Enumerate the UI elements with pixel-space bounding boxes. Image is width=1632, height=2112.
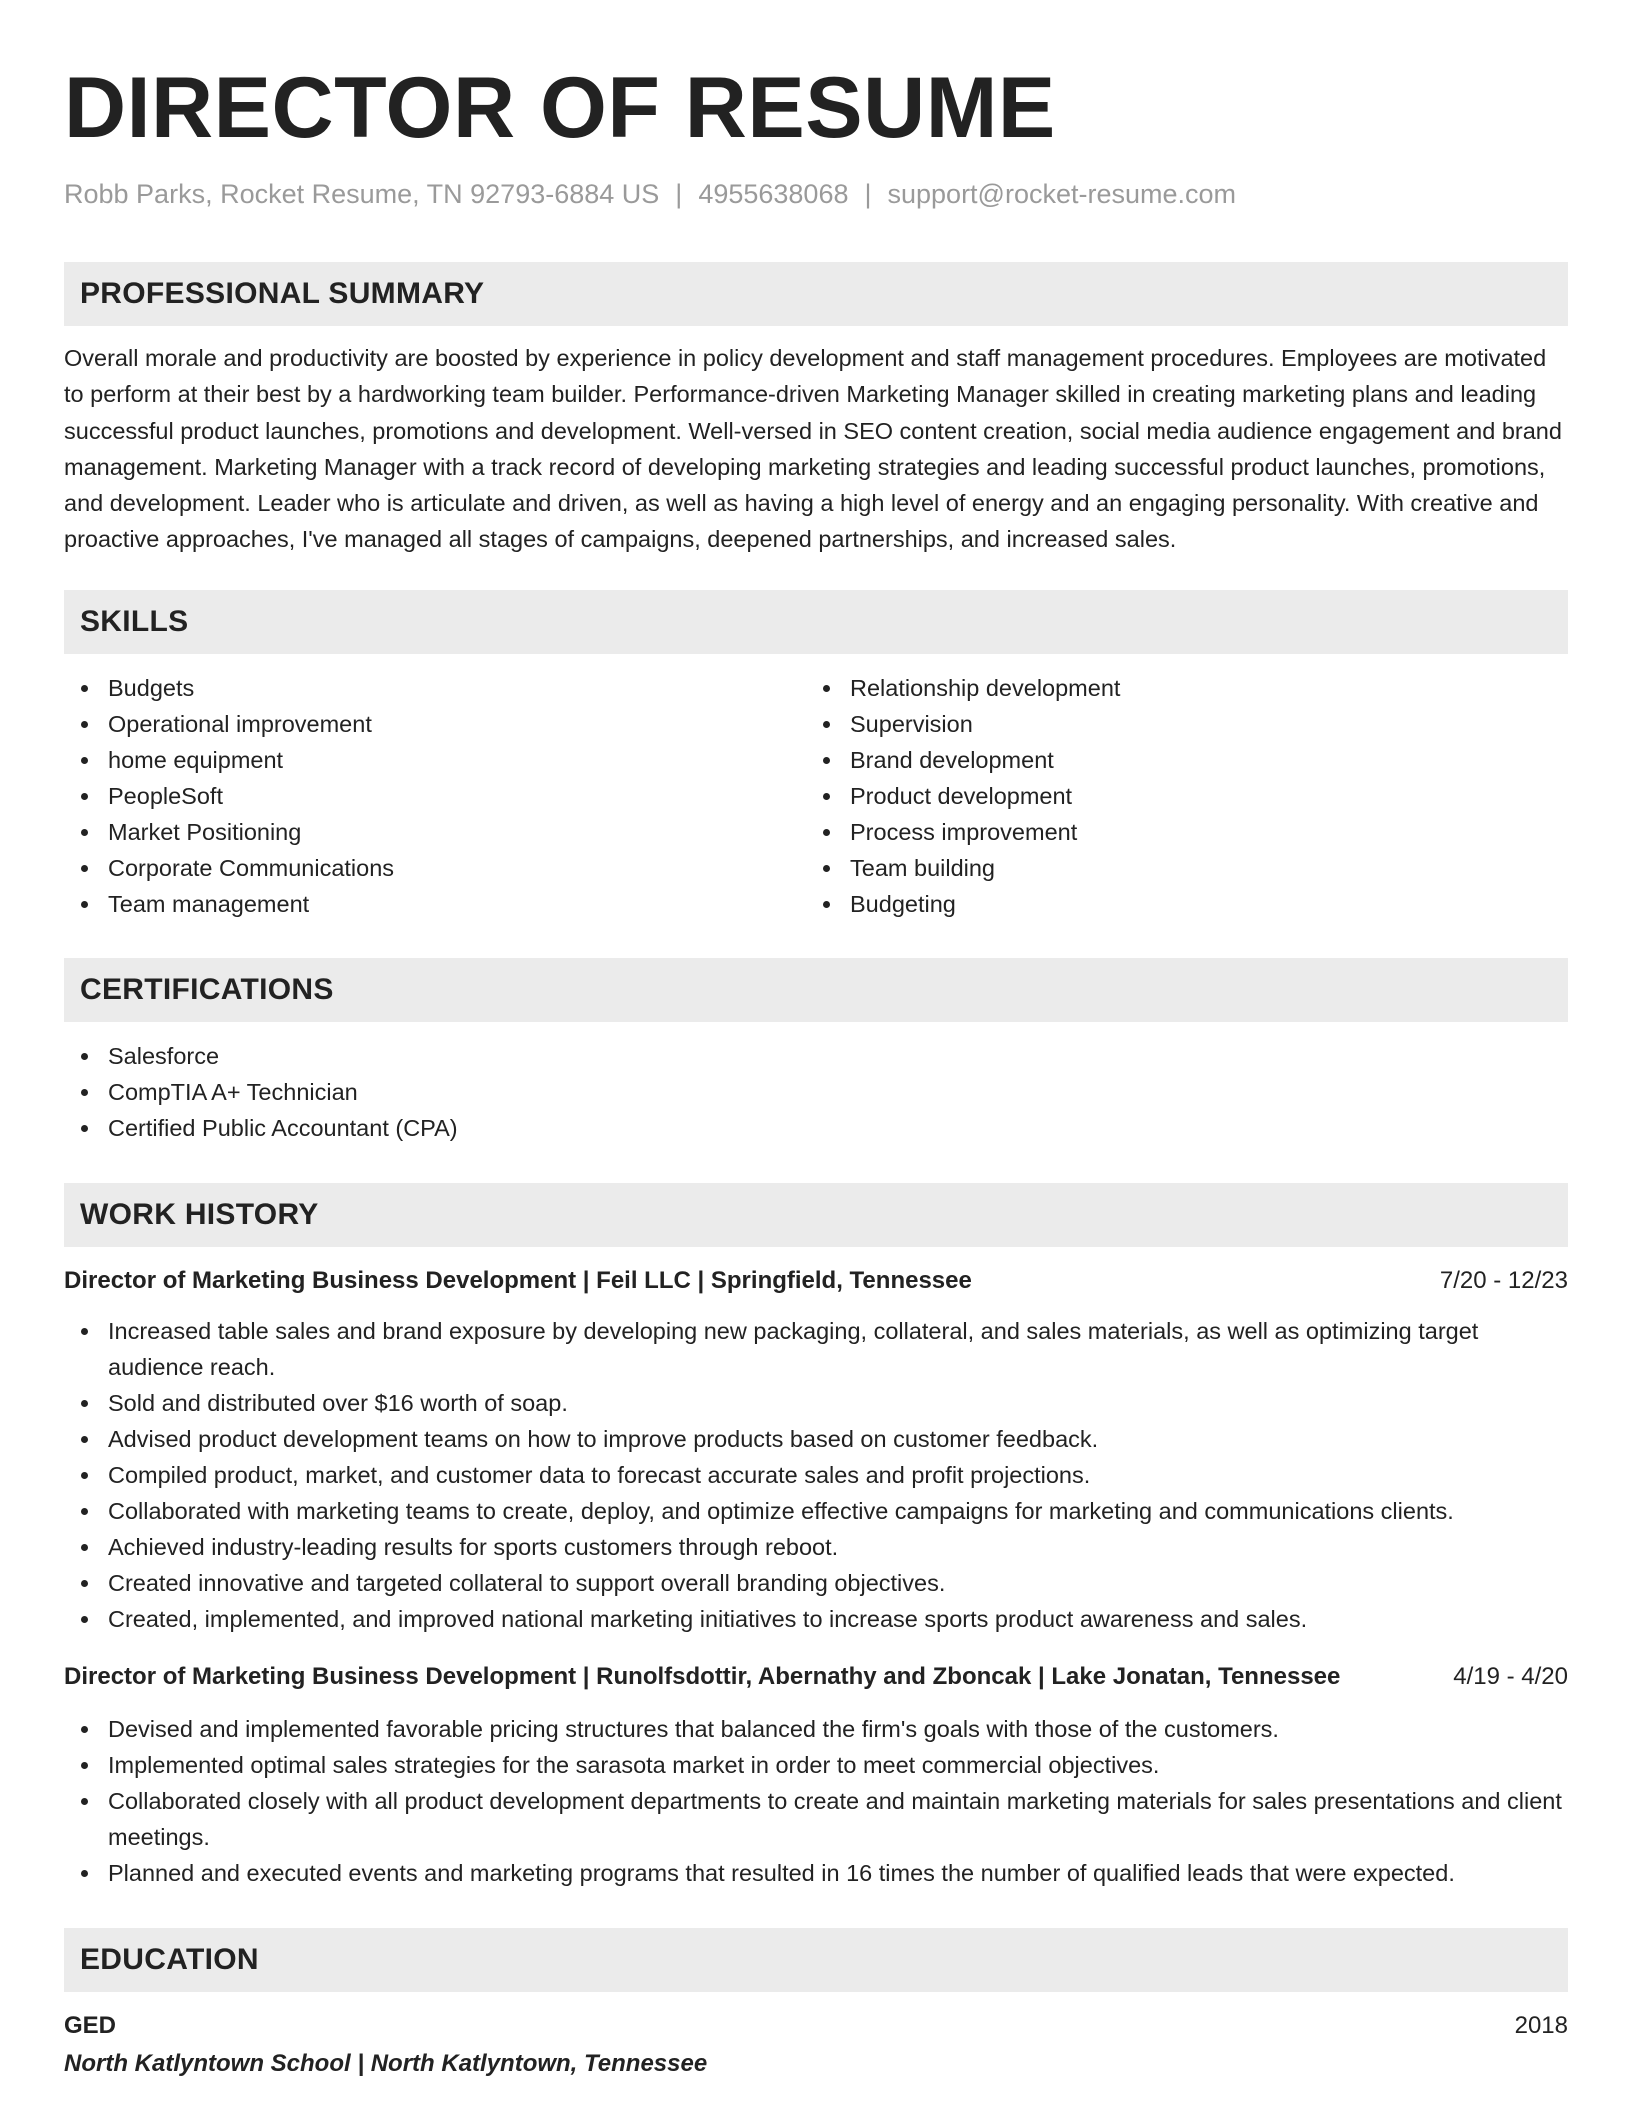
contact-address: Robb Parks, Rocket Resume, TN 92793-6884 US — [64, 179, 660, 209]
job-duties-list — [64, 1313, 1568, 1637]
job-duty: Devised and implemented favorable pricing structures that balanced the firm's goals with those of the customers. — [64, 1711, 1568, 1747]
job-title-row — [64, 1659, 1568, 1695]
job-title-row — [64, 1263, 1568, 1299]
job-dates: 7/20 - 12/23 — [1439, 1266, 1568, 1294]
skill-item: Relationship development — [806, 670, 1548, 706]
skill-item: Product development — [806, 778, 1548, 814]
skill-item: Operational improvement — [64, 706, 806, 742]
job-duties-list — [64, 1711, 1568, 1891]
skill-item: Budgeting — [806, 886, 1548, 922]
section-heading-skills: SKILLS — [64, 590, 1568, 654]
skill-item: PeopleSoft — [64, 778, 806, 814]
education-row — [64, 2008, 1568, 2044]
contact-separator: | — [675, 179, 683, 209]
contact-email[interactable]: support@rocket-resume.com — [887, 179, 1237, 209]
skill-item: home equipment — [64, 742, 806, 778]
contact-separator: | — [864, 179, 872, 209]
job-duty: Created innovative and targeted collateral to support overall branding objectives. — [64, 1565, 1568, 1601]
skill-item: Budgets — [64, 670, 806, 706]
section-heading-education: EDUCATION — [64, 1928, 1568, 1992]
job-duty: Created, implemented, and improved national marketing initiatives to increase sports product awareness and sales. — [64, 1601, 1568, 1637]
job-title: Director of Marketing Business Development | Runolfsdottir, Abernathy and Zboncak | Lake Jonatan, Tennessee — [64, 1662, 1341, 1690]
resume-name: DIRECTOR OF RESUME — [64, 60, 1056, 156]
certification-item: Certified Public Accountant (CPA) — [64, 1110, 1568, 1146]
job-duty: Compiled product, market, and customer data to forecast accurate sales and profit projections. — [64, 1457, 1568, 1493]
job-duty: Collaborated with marketing teams to create, deploy, and optimize effective campaigns for marketing and communications clients. — [64, 1493, 1568, 1529]
skills-list-left — [64, 670, 806, 922]
job-duty: Advised product development teams on how to improve products based on customer feedback. — [64, 1421, 1568, 1457]
skills-columns — [64, 670, 1568, 922]
skills-column-left — [64, 670, 806, 922]
skill-item: Team management — [64, 886, 806, 922]
skills-list-right — [806, 670, 1548, 922]
job-duty: Planned and executed events and marketing programs that resulted in 16 times the number of qualified leads that were expected. — [64, 1855, 1568, 1891]
contact-phone: 4955638068 — [698, 179, 849, 209]
certifications-list — [64, 1038, 1568, 1146]
job-duty: Sold and distributed over $16 worth of soap. — [64, 1385, 1568, 1421]
contact-line — [64, 176, 1568, 212]
work-entry — [64, 1263, 1568, 1637]
work-entry — [64, 1659, 1568, 1891]
certification-item: Salesforce — [64, 1038, 1568, 1074]
job-title: Director of Marketing Business Development | Feil LLC | Springfield, Tennessee — [64, 1266, 972, 1294]
section-heading-work-history: WORK HISTORY — [64, 1183, 1568, 1247]
certification-item: CompTIA A+ Technician — [64, 1074, 1568, 1110]
job-dates: 4/19 - 4/20 — [1453, 1662, 1568, 1690]
section-heading-summary: PROFESSIONAL SUMMARY — [64, 262, 1568, 326]
job-duty: Increased table sales and brand exposure by developing new packaging, collateral, and sales materials, as well as optimizing target audience reach. — [64, 1313, 1568, 1385]
education-school: North Katlyntown School | North Katlyntown, Tennessee — [64, 2049, 708, 2077]
section-heading-certifications: CERTIFICATIONS — [64, 958, 1568, 1022]
skills-column-right — [806, 670, 1548, 922]
skill-item: Team building — [806, 850, 1548, 886]
job-duty: Collaborated closely with all product development departments to create and maintain marketing materials for sales presentations and client meetings. — [64, 1783, 1568, 1855]
education-year: 2018 — [1514, 2011, 1568, 2039]
job-duty: Implemented optimal sales strategies for the sarasota market in order to meet commercial objectives. — [64, 1747, 1568, 1783]
skill-item: Corporate Communications — [64, 850, 806, 886]
education-degree: GED — [64, 2011, 117, 2039]
skill-item: Process improvement — [806, 814, 1548, 850]
skill-item: Supervision — [806, 706, 1548, 742]
skill-item: Brand development — [806, 742, 1548, 778]
skill-item: Market Positioning — [64, 814, 806, 850]
summary-text: Overall morale and productivity are boosted by experience in policy development and staff management procedures. Employees are motivated to perform at their best by a hardworking team builder. Performance-driven Marketing Manager skilled in creating marketing plans and leading successful product launches, promotions and development. Well-versed in SEO content creation, social media audience engagement and brand management. Marketing Manager with a track record of developing marketing strategies and leading successful product launches, promotions, and development. Leader who is articulate and driven, as well as having a high level of energy and an engaging personality. With creative and proactive approaches, I've managed all stages of campaigns, deepened partnerships, and increased sales. — [64, 345, 1562, 553]
job-duty: Achieved industry-leading results for sports customers through reboot. — [64, 1529, 1568, 1565]
